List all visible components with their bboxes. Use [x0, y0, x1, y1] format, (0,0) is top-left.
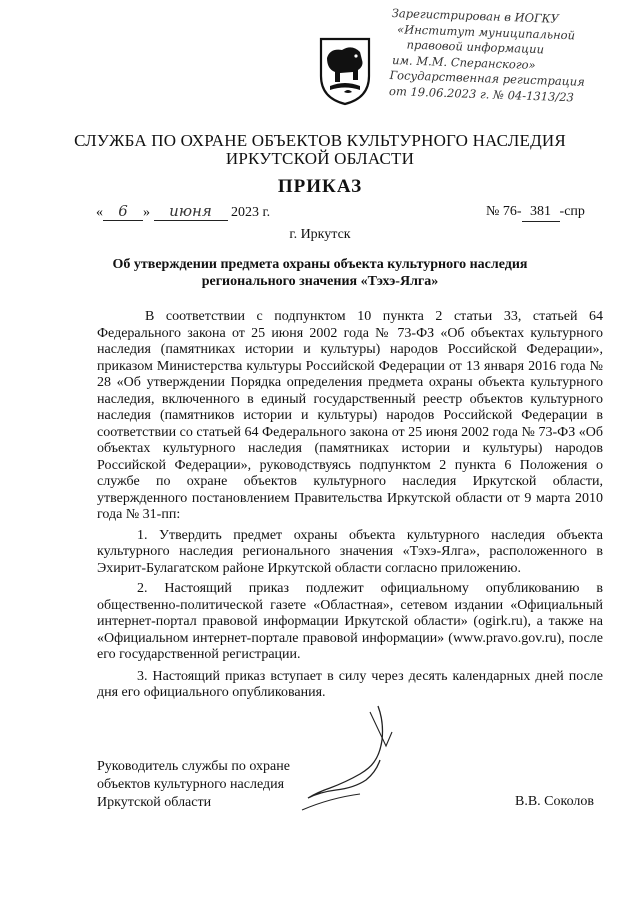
document-body	[97, 309, 603, 702]
position-line: объектов культурного наследия	[97, 777, 285, 792]
subject-line: регионального значения «Тэхэ-Ялга»	[201, 274, 439, 289]
document-subject	[100, 256, 540, 290]
quote-close: »	[143, 205, 150, 220]
handwritten-signature-icon	[300, 702, 430, 812]
document-type-title: ПРИКАЗ	[277, 176, 363, 197]
coat-of-arms-icon	[318, 36, 372, 106]
order-item-3: 3. Настоящий приказ вступает в силу через десять календарных дней после дня его официального опубликования.	[97, 668, 603, 700]
date-year: 2023 г.	[231, 205, 271, 220]
registration-stamp	[389, 6, 636, 107]
stamp-line: им. М.М. Сперанского»	[391, 52, 536, 72]
order-item-2: 2. Настоящий приказ подлежит официальному опубликованию в общественно-политической газете «Областная», сетевом издании «Официальный интернет-портал правовой информации Иркутской области» (ogirk.ru), а также на «Официальном интернет-портале правовой информации» (www.pravo.gov.ru), после его государственной регистрации.	[97, 581, 603, 662]
document-number	[486, 204, 585, 222]
signatory-name: В.В. Соколов	[515, 794, 595, 809]
preamble-paragraph: В соответствии с подпунктом 10 пункта 2 статьи 33, статьей 64 Федерального закона от 25 июня 2002 года № 73-ФЗ «Об объектах культурного наследия (памятниках истории и культуры) народов Российской Федерации», приказом Министерства культуры Российской Федерации от 13 января 2016 года № 28 «Об утверждении Порядка определения предмета охраны объекта культурного наследия, включенного в единый государственный реестр объектов культурного наследия (памятников истории и культуры) народов Российской Федерации в соответствии со статьей 64 Федерального закона от 25 июня 2002 года № 73-ФЗ «Об объектах культурного наследия (памятниках истории и культуры) народов Российской Федерации», руководствуясь подпунктом 2 пункта 6 Положения о службе по охране объектов культурного наследия Иркутской области, утвержденного постановлением Правительства Иркутской области от 9 марта 2010 года № 31-пп:	[97, 309, 603, 522]
document-date	[96, 204, 270, 221]
subject-line: Об утверждении предмета охраны объекта культурного наследия	[112, 257, 528, 272]
position-line: Руководитель службы по охране	[97, 759, 290, 774]
stamp-line: Государственная регистрация	[389, 67, 585, 89]
organization-name: СЛУЖБА ПО ОХРАНЕ ОБЪЕКТОВ КУЛЬТУРНОГО НАСЛЕДИЯ	[74, 131, 566, 150]
number-suffix: -спр	[559, 204, 585, 219]
number-prefix: № 76-	[486, 204, 522, 219]
date-day: 6	[103, 204, 143, 221]
document-city: г. Иркутск	[289, 227, 351, 242]
number-handwritten: 381	[522, 205, 560, 222]
stamp-line: Зарегистрирован в ИОГКУ	[391, 6, 560, 26]
quote-open: «	[96, 205, 103, 220]
date-month: июня	[154, 204, 228, 221]
stamp-line: от 19.06.2023 г. № 04-1313/23	[388, 83, 575, 104]
stamp-line: «Институт муниципальной	[396, 21, 576, 42]
stamp-line: правовой информации	[406, 37, 545, 57]
order-item-1: 1. Утвердить предмет охраны объекта культурного наследия объекта культурного наследия регионального значения «Тэхэ-Ялга», расположенного в Эхирит-Булагатском районе Иркутской области согласно приложению.	[97, 527, 603, 576]
position-line: Иркутской области	[97, 795, 212, 810]
signatory-position	[97, 758, 290, 812]
organization-region: ИРКУТСКОЙ ОБЛАСТИ	[225, 149, 415, 168]
